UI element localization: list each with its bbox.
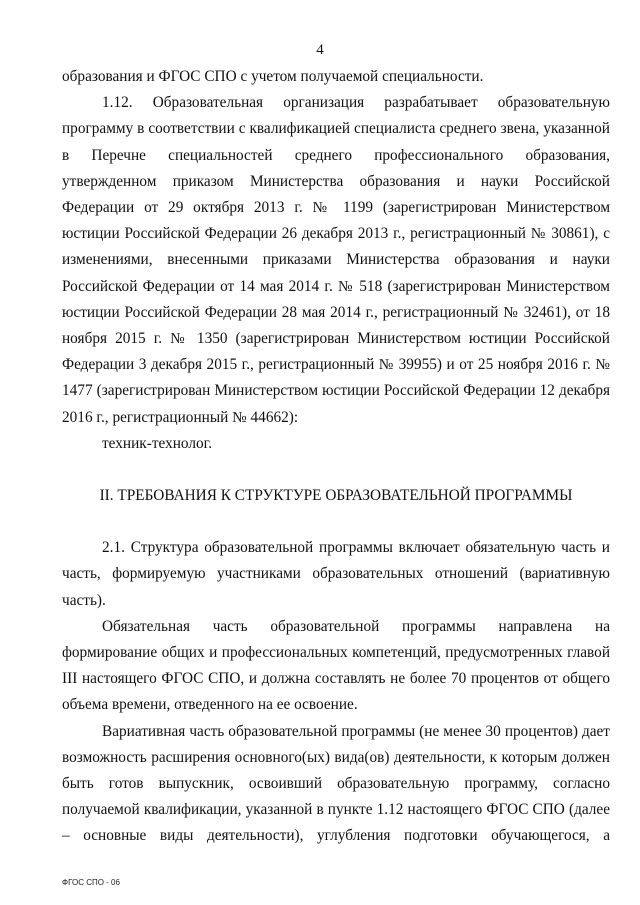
spacer [62,509,610,535]
page-number: 4 [316,42,324,58]
paragraph-mandatory-part: Обязательная часть образовательной программы направлена на формирование общих и профессиональных компетенций, предусмотренных главой III настоящего ФГОС СПО, и должна составлять не более 70 процентов от общего объема времени, отведенного на ее освоение. [62,617,610,714]
spacer [62,457,610,483]
paragraph-variable-part: Вариативная часть образовательной программы (не менее 30 процентов) дает возможность расширения основного(ых) вида(ов) деятельности, к которым должен быть готов выпускник, освоивший образовательную программу, согласно получаемой квалификации, указанной в пункте 1.12 настоящего ФГОС СПО (далее – основные виды деятельности), углубления подготовки обучающегося, а [62,722,610,845]
paragraph-qualification: техник-технолог. [102,434,213,452]
paragraph-1-12: 1.12. Образовательная организация разрабатывает образовательную программу в соответствии с квалификацией специалиста среднего звена, указанной в Перечне специальностей среднего профессионального образования, утвержденном приказом Министерства образования и науки Российской Федерации от 29 октября 2013 г. № 1199 (зарегистрирован Министерством юстиции Российской Федерации 26 декабря 2013 г., регистрационный № 30861), с изменениями, внесенными приказами Министерства образования и науки Российской Федерации от 14 мая 2014 г. № 518 (зарегистрирован Министерством юстиции Российской Федерации 28 мая 2014 г., регистрационный № 32461), от 18 ноября 2015 г. № 1350 (зарегистрирован Министерством юстиции Российской Федерации 3 декабря 2015 г., регистрационный № 39955) и от 25 ноября 2016 г. № 1477 (зарегистрирован Министерством юстиции Российской Федерации 12 декабря 2016 г., регистрационный № 44662): [62,94,610,426]
footer-code: ФГОС СПО - 06 [62,878,120,887]
section-heading: II. ТРЕБОВАНИЯ К СТРУКТУРЕ ОБРАЗОВАТЕЛЬНОЙ ПРОГРАММЫ [99,487,573,505]
document-body [62,64,610,850]
paragraph-continuation: образования и ФГОС СПО с учетом получаемой специальности. [62,68,484,85]
paragraph-2-1: 2.1. Структура образовательной программы включает обязательную часть и часть, формируемую участниками образовательных отношений (вариативную часть). [62,539,610,609]
